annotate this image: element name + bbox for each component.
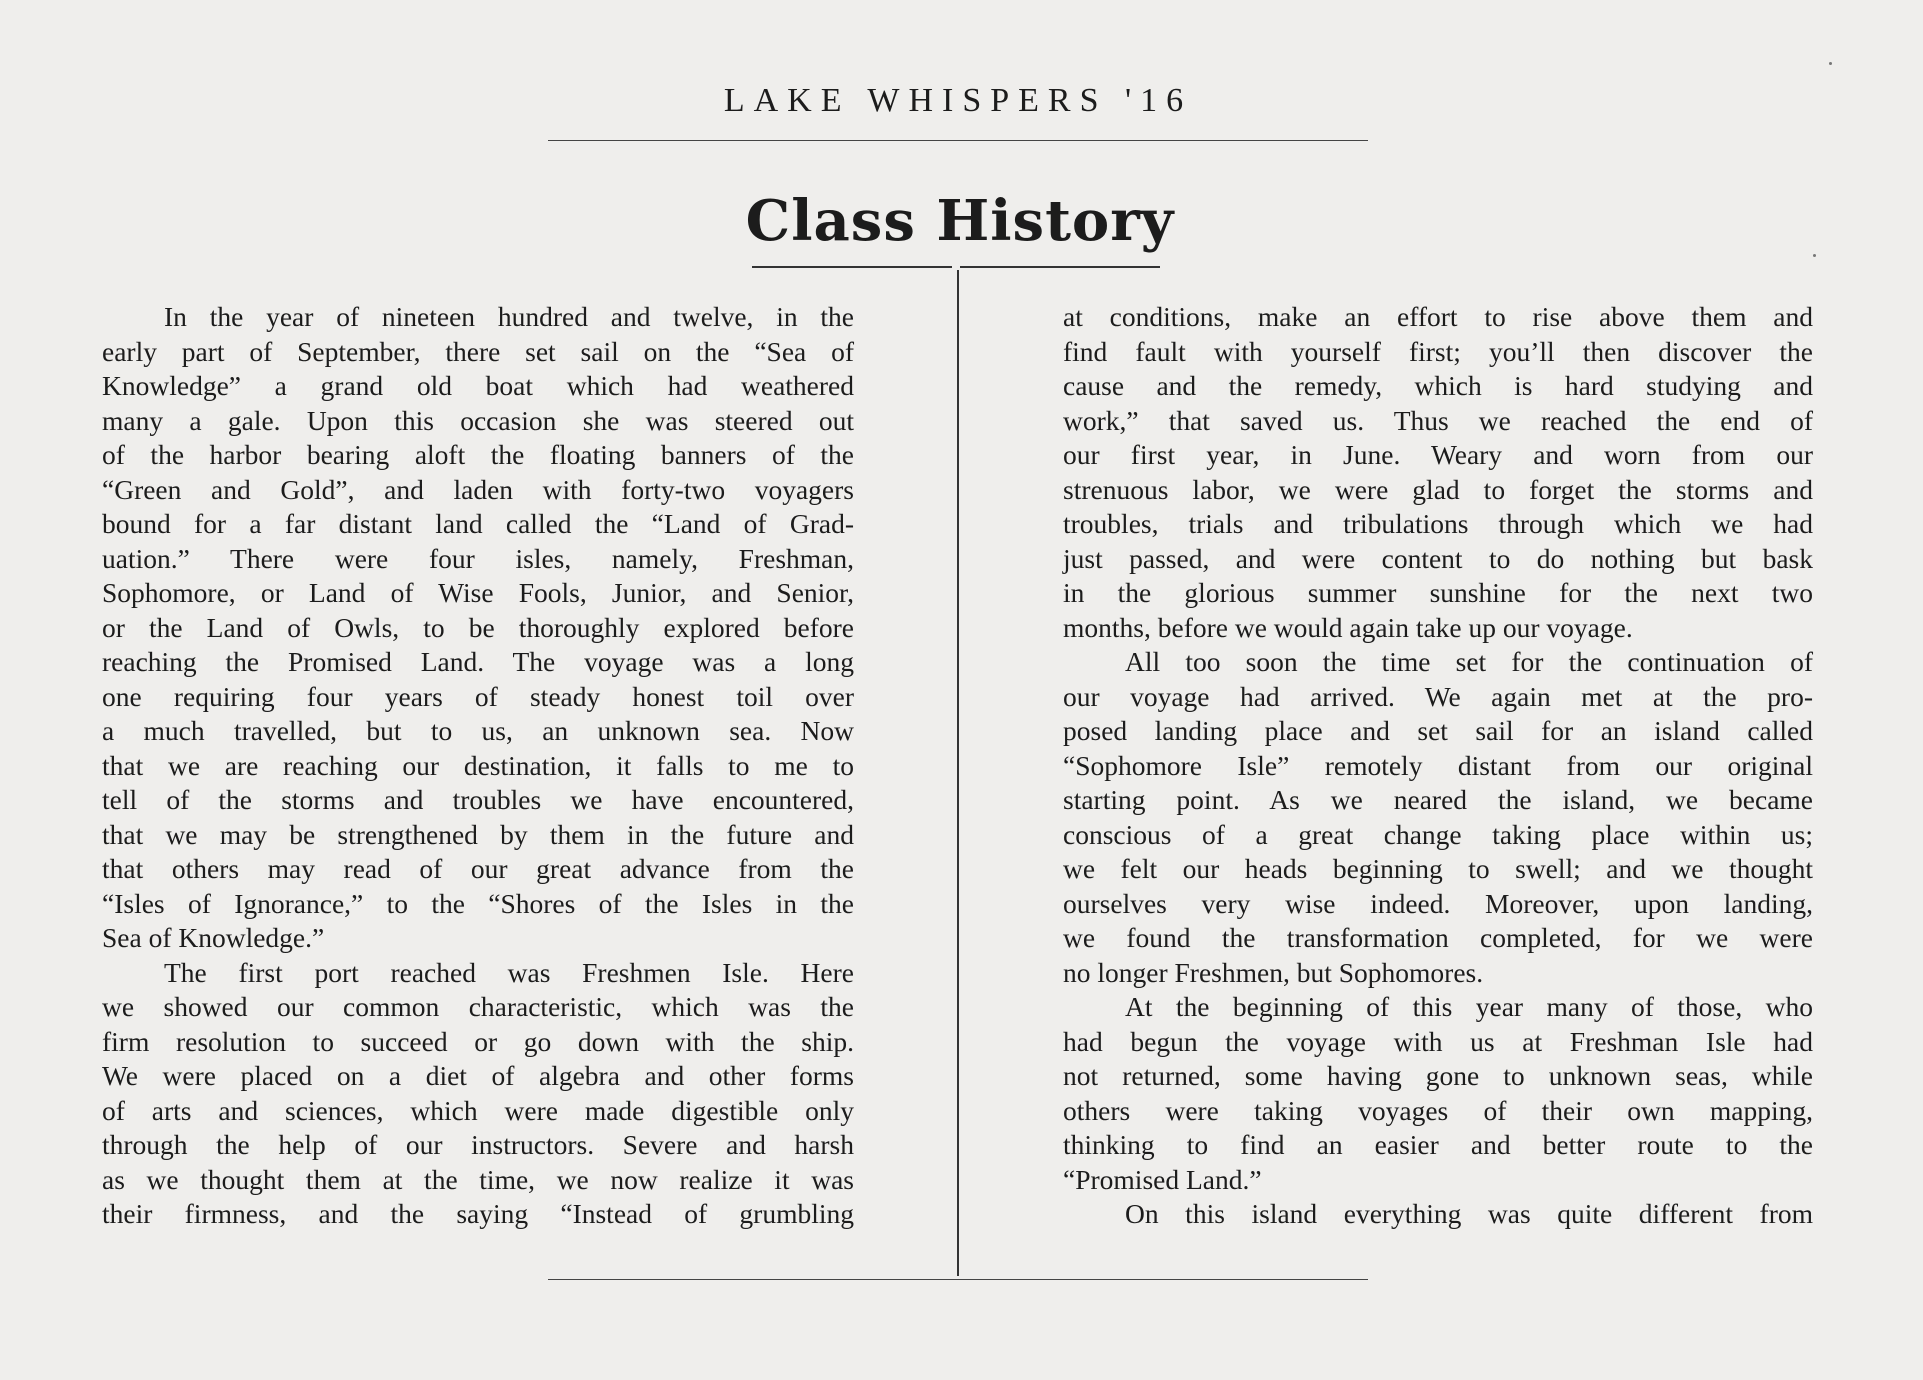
text-line: On this island everything was quite different from bbox=[1125, 1198, 1813, 1229]
text-line: our first year, in June. Weary and worn from our bbox=[1063, 439, 1813, 470]
text-line: in the glorious summer sunshine for the next two bbox=[1063, 577, 1813, 608]
text-line: or the Land of Owls, to be thoroughly explored before bbox=[102, 611, 854, 643]
text-line: as we thought them at the time, we now realize it was bbox=[102, 1163, 854, 1195]
text-line: one requiring four years of steady honest toil over bbox=[102, 680, 854, 712]
article-title: Class History bbox=[745, 188, 1175, 254]
title-underline-right bbox=[960, 266, 1160, 268]
text-line: just passed, and were content to do nothing but bask bbox=[1063, 542, 1813, 574]
text-line: many a gale. Upon this occasion she was steered out bbox=[102, 404, 854, 436]
text-line: Sea of Knowledge.” bbox=[102, 922, 325, 953]
text-line: months, before we would again take up our voyage. bbox=[1063, 611, 1633, 643]
text-line: posed landing place and set sail for an island called bbox=[1063, 715, 1813, 746]
text-line: early part of September, there set sail on the “Sea of bbox=[102, 335, 854, 367]
footer-rule bbox=[548, 1279, 1368, 1280]
text-line: we found the transformation completed, for we were bbox=[1063, 922, 1813, 953]
text-line: At the beginning of this year many of those, who bbox=[1125, 991, 1813, 1022]
text-line: In the year of nineteen hundred and twelve, in the bbox=[164, 301, 854, 332]
text-line: a much travelled, but to us, an unknown sea. Now bbox=[102, 715, 854, 746]
text-line: cause and the remedy, which is hard studying and bbox=[1063, 370, 1813, 401]
text-line: our voyage had arrived. We again met at the pro- bbox=[1063, 680, 1813, 712]
text-line: “Green and Gold”, and laden with forty-two voyagers bbox=[102, 473, 854, 505]
text-line: The first port reached was Freshmen Isle. Here bbox=[164, 956, 854, 988]
text-line: at conditions, make an effort to rise above them and bbox=[1063, 301, 1813, 332]
text-line: firm resolution to succeed or go down with the ship. bbox=[102, 1025, 854, 1057]
text-line: bound for a far distant land called the “Land of Grad- bbox=[102, 508, 854, 539]
header-rule bbox=[548, 140, 1368, 141]
running-head: LAKE WHISPERS '16 bbox=[723, 82, 1193, 119]
text-line: had begun the voyage with us at Freshman Isle had bbox=[1063, 1025, 1813, 1057]
text-line: we felt our heads beginning to swell; and we thought bbox=[1063, 853, 1813, 884]
text-line: of the harbor bearing aloft the floating banners of the bbox=[102, 439, 854, 470]
paper-speck bbox=[1829, 62, 1832, 65]
column-divider bbox=[957, 270, 959, 1276]
text-line: “Promised Land.” bbox=[1063, 1163, 1262, 1195]
text-line: troubles, trials and tribulations through which we had bbox=[1063, 508, 1813, 539]
text-line: conscious of a great change taking place within us; bbox=[1063, 818, 1813, 850]
left-column bbox=[102, 300, 854, 1232]
text-line: that we may be strengthened by them in the future and bbox=[102, 818, 854, 850]
text-line: reaching the Promised Land. The voyage was a long bbox=[102, 646, 854, 677]
text-line: “Sophomore Isle” remotely distant from our original bbox=[1063, 749, 1813, 781]
text-line: tell of the storms and troubles we have encountered, bbox=[102, 784, 854, 815]
text-line: of arts and sciences, which were made digestible only bbox=[102, 1094, 854, 1126]
text-line: All too soon the time set for the continuation of bbox=[1125, 646, 1813, 677]
text-line: Sophomore, or Land of Wise Fools, Junior, and Senior, bbox=[102, 577, 854, 608]
text-line: We were placed on a diet of algebra and other forms bbox=[102, 1060, 854, 1091]
text-line: their firmness, and the saying “Instead of grumbling bbox=[102, 1198, 854, 1229]
text-line: uation.” There were four isles, namely, Freshman, bbox=[102, 542, 854, 574]
text-line: that we are reaching our destination, it falls to me to bbox=[102, 749, 854, 781]
text-line: that others may read of our great advance from the bbox=[102, 853, 854, 884]
text-line: no longer Freshmen, but Sophomores. bbox=[1063, 956, 1484, 988]
title-underline-left bbox=[752, 266, 952, 268]
text-line: through the help of our instructors. Severe and harsh bbox=[102, 1129, 854, 1160]
text-line: not returned, some having gone to unknown seas, while bbox=[1063, 1060, 1813, 1091]
paper-speck bbox=[1813, 254, 1816, 257]
right-column bbox=[1063, 300, 1813, 1232]
text-line: we showed our common characteristic, which was the bbox=[102, 991, 854, 1022]
text-line: others were taking voyages of their own mapping, bbox=[1063, 1094, 1813, 1126]
text-line: “Isles of Ignorance,” to the “Shores of the Isles in the bbox=[102, 887, 854, 919]
text-line: find fault with yourself first; you’ll then discover the bbox=[1063, 335, 1813, 367]
text-line: Knowledge” a grand old boat which had weathered bbox=[102, 370, 854, 401]
text-line: thinking to find an easier and better route to the bbox=[1063, 1129, 1813, 1160]
text-line: work,” that saved us. Thus we reached the end of bbox=[1063, 404, 1813, 436]
text-line: strenuous labor, we were glad to forget the storms and bbox=[1063, 473, 1813, 505]
text-line: starting point. As we neared the island, we became bbox=[1063, 784, 1813, 815]
text-line: ourselves very wise indeed. Moreover, upon landing, bbox=[1063, 887, 1813, 919]
